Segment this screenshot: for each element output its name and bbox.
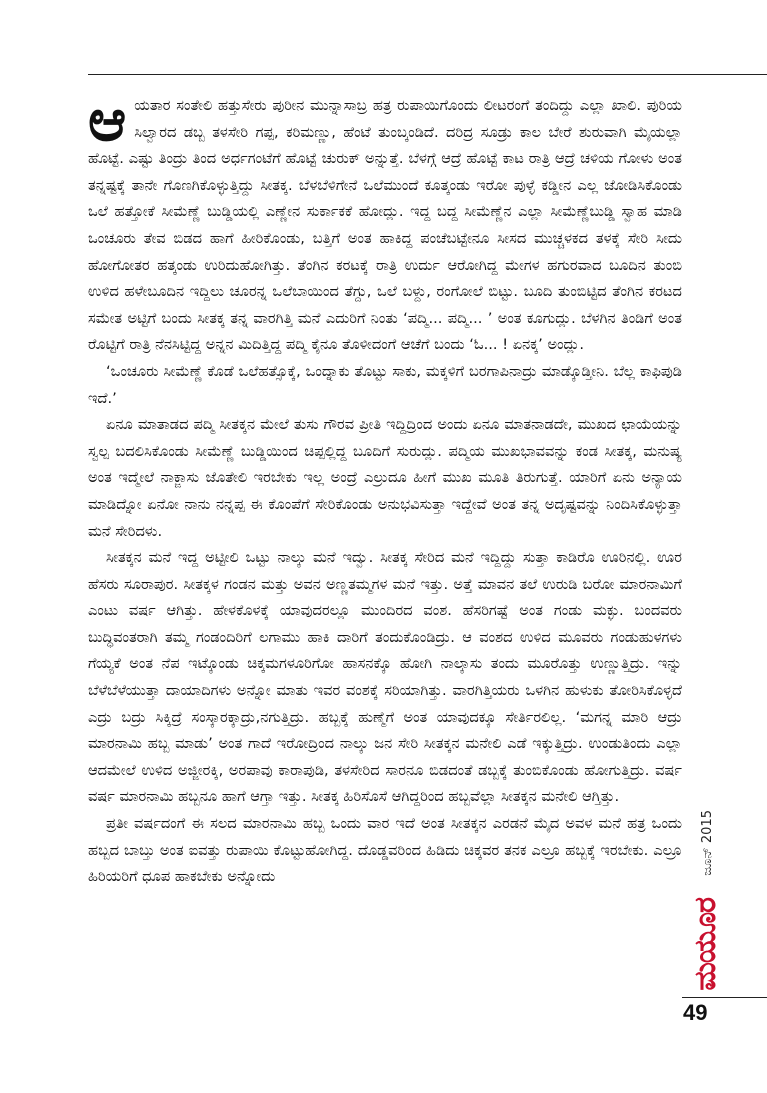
paragraph-2: ‘ಒಂಚೂರು ಸೀಮೆಣ್ಣೆ ಕೊಡೆ ಒಲೆಹತ್ಸೊಕ್ಕೆ, ಒಂದ್ನಾಕು ತೊಟ್ಟು ಸಾಕು, ಮಕ್ಕಳಿಗೆ ಬರಗಾಪಿನಾದ್ರು ಮಾಡ್ಕೊಡ್ತೀನಿ. ಬೆಲ್ಲ ಕಾಫಿಪುಡಿ ಇದೆ.’ <box>88 362 682 407</box>
paragraph-3: ಏನೂ ಮಾತಾಡದ ಪದ್ಮಿ ಸೀತಕ್ಕನ ಮೇಲೆ ತುಸು ಗೌರವ ಪ್ರೀತಿ ಇದ್ದಿದ್ರಿಂದ ಅಂದು ಏನೂ ಮಾತನಾಡದೇ, ಮುಖದ ಛಾಯೆಯನ್ನು ಸ್ವಲ್ಪ ಬದಲಿಸಿಕೊಂಡು ಸೀಮೆಣ್ಣೆ ಬುಡ್ಡಿಯಿಂದ ಚಿಪ್ಪಲ್ಲಿದ್ದ ಬೂದಿಗೆ ಸುರುದ್ಲು. ಪದ್ಮಿಯ ಮುಖಭಾವವನ್ನು ಕಂಡ ಸೀತಕ್ಕ, ಮನುಷ್ಯ ಅಂತ ಇದ್ಮೇಲೆ ನಾಕ್ಜಾಸು ಜೊತೇಲಿ ಇರಬೇಕು ಇಲ್ಲ ಅಂದ್ರೆ ಎಲ್ರುದೂ ಹೀಗೆ ಮುಖ ಮೂತಿ ತಿರುಗುತ್ತೆ. ಯಾರಿಗೆ ಏನು ಅನ್ಯಾಯ ಮಾಡಿದ್ನೋ ಏನೋ ನಾನು ನನ್ನಪ್ಪ ಈ ಕೊಂಪೆಗೆ ಸೇರಿಕೊಂಡು ಅನುಭವಿಸುತ್ತಾ ಇದ್ದೇವೆ ಅಂತ ತನ್ನ ಅದೃಷ್ಟವನ್ನು ನಿಂದಿಸಿಕೊಳ್ಳುತ್ತಾ ಮನೆ ಸೇರಿದಳು. <box>88 416 682 540</box>
drop-cap: ಆ <box>88 86 127 154</box>
article-body <box>88 86 682 891</box>
page-number: 49 <box>683 1000 708 1025</box>
top-rule <box>88 74 767 75</box>
paragraph-4: ಸೀತಕ್ಕನ ಮನೆ ಇದ್ದ ಅಟ್ಟೀಲಿ ಒಟ್ಟು ನಾಲ್ಕು ಮನೆ ಇದ್ವು. ಸೀತಕ್ಕ ಸೇರಿದ ಮನೆ ಇದ್ದಿದ್ದು ಸುತ್ತಾ ಕಾಡಿರೊ ಊರಿನಲ್ಲಿ. ಊರ ಹೆಸರು ಸೂರಾಪುರ. ಸೀತಕ್ಕಳ ಗಂಡನ ಮತ್ತು ಅವನ ಅಣ್ಣತಮ್ಮಗಳ ಮನೆ ಇತ್ತು. ಅತ್ತೆ ಮಾವನ ತಲೆ ಉರುಡಿ ಬರೋ ಮಾರನಾಮಿಗೆ ಎಂಟು ವರ್ಷ ಆಗಿತ್ತು. ಹೇಳಕೊಳಕ್ಕೆ ಯಾವುದರಲ್ಲೂ ಮುಂದಿರದ ವಂಶ. ಹೆಸರಿಗಷ್ಟೆ ಅಂತ ಗಂಡು ಮಕ್ಳು. ಬಂದವರು ಬುದ್ಧಿವಂತರಾಗಿ ತಮ್ಮ ಗಂಡಂದಿರಿಗೆ ಲಗಾಮು ಹಾಕಿ ದಾರಿಗೆ ತಂದುಕೊಂಡಿದ್ರು. ಆ ವಂಶದ ಉಳಿದ ಮೂವರು ಗಂಡುಹುಳಗಳು ಗೆಯ್ಯಕೆ ಅಂತ ನೆಪ ಇಟ್ಕೊಂಡು ಚಿಕ್ಕಮಗಳೂರಿಗೋ ಹಾಸನಕ್ಕೊ ಹೋಗಿ ನಾಲ್ಕಾಸು ತಂದು ಮೂರೊತ್ತು ಉಣ್ಣುತ್ತಿದ್ರು. ಇನ್ನು ಬೆಳೆಬೆಳೆಯುತ್ತಾ ದಾಯಾದಿಗಳು ಅನ್ನೋ ಮಾತು ಇವರ ವಂಶಕ್ಕೆ ಸರಿಯಾಗಿತ್ತು. ವಾರಗಿತ್ತಿಯರು ಒಳಗಿನ ಹುಳುಕು ತೋರಿಸಿಕೊಳ್ಳದೆ ಎದ್ರು ಬದ್ರು ಸಿಕ್ಕಿದ್ರೆ ಸಂಸ್ಕಾರಕ್ಕಾದ್ರು,ನಗುತ್ತಿದ್ರು. ಹಬ್ಬಕ್ಕೆ ಹುಣ್ಮೆಗೆ ಅಂತ ಯಾವುದಕ್ಕೂ ಸೇರ್ತಿರಲಿಲ್ಲ. ‘ಮಗನ್ನ ಮಾರಿ ಆದ್ರು ಮಾರನಾಮಿ ಹಬ್ಬ ಮಾಡು’ ಅಂತ ಗಾದೆ ಇರೋದ್ರಿಂದ ನಾಲ್ಕು ಜನ ಸೇರಿ ಸೀತಕ್ಕನ ಮನೇಲಿ ಎಡೆ ಇಕ್ಕುತ್ತಿದ್ರು. ಉಂಡುತಿಂದು ಎಲ್ಲಾ ಆದಮೇಲೆ ಉಳಿದ ಅಜ್ಜೀರಕ್ಕಿ, ಅರಪಾವು ಕಾರಾಪುಡಿ, ತಳಸೇರಿದ ಸಾರನೂ ಬಿಡದಂತೆ ಡಬ್ಬಕ್ಕೆ ತುಂಬಿಕೊಂಡು ಹೋಗುತ್ತಿದ್ರು. ವರ್ಷ ವರ್ಷ ಮಾರನಾಮಿ ಹಬ್ಬನೂ ಹಾಗೆ ಆಗ್ತಾ ಇತ್ತು. ಸೀತಕ್ಕ ಹಿರಿಸೊಸೆ ಆಗಿದ್ದರಿಂದ ಹಬ್ಬವೆಲ್ಲಾ ಸೀತಕ್ಕನ ಮನೇಲಿ ಆಗ್ತಿತ್ತು. <box>88 549 682 806</box>
paragraph-1 <box>88 86 682 359</box>
magazine-logo: ಮಯೂರ <box>688 898 723 991</box>
paragraph-5: ಪ್ರತೀ ವರ್ಷದಂಗೆ ಈ ಸಲದ ಮಾರನಾಮಿ ಹಬ್ಬ ಒಂದು ವಾರ ಇದೆ ಅಂತ ಸೀತಕ್ಕನ ಎರಡನೆ ಮೈದ ಅವಳ ಮನೆ ಹತ್ರ ಒಂದು ಹಬ್ಬದ ಬಾಬ್ತು ಅಂತ ಐವತ್ತು ರುಪಾಯಿ ಕೊಟ್ಟುಹೋಗಿದ್ದ. ದೊಡ್ಡವರಿಂದ ಹಿಡಿದು ಚಿಕ್ಕವರ ತನಕ ಎಲ್ರೂ ಹಬ್ಬಕ್ಕೆ ಇರಬೇಕು. ಎಲ್ರೂ ಹಿರಿಯರಿಗೆ ಧೂಪ ಹಾಕಬೇಕು ಅನ್ನೋದು <box>88 815 682 886</box>
paragraph-1-text: ಯತಾರ ಸಂತೇಲಿ ಹತ್ತುಸೇರು ಪುರೀನ ಮುನ್ನಾಸಾಬ್ರ ಹತ್ರ ರುಪಾಯಿಗೊಂದು ಲೀಟರಂಗೆ ತಂದಿದ್ದು ಎಲ್ಲಾ ಖಾಲಿ. ಪುರಿಯ ಸಿಲ್ವಾರದ ಡಬ್ಬ ತಳಸೇರಿ ಗಪ್ಪ, ಕರಿಮಣ್ಣು, ಹೆಂಟೆ ತುಂಬ್ಕಂಡಿದೆ. ದರಿದ್ರ ಸೂಡ್ರು ಕಾಲ ಬೇರೆ ಶುರುವಾಗಿ ಮೈಯಲ್ಲಾ ಹೊಟ್ಟೆ. ಎಷ್ಟು ತಿಂದ್ರು ತಿಂದ ಅರ್ಧಗಂಟೆಗೆ ಹೊಟ್ಟೆ ಚುರುಕ್ ಅನ್ನುತ್ತೆ. ಬೆಳಗ್ಗೆ ಆದ್ರೆ ಹೊಟ್ಟೆ ಕಾಟ ರಾತ್ರಿ ಆದ್ರೆ ಚಳಿಯ ಗೋಳು ಅಂತ ತನ್ನಷ್ಟಕ್ಕೆ ತಾನೇ ಗೊಣಗಿಕೊಳ್ಳುತ್ತಿದ್ದು ಸೀತಕ್ಕ. ಬೆಳಬೆಳಿಗೇನೆ ಒಲೆಮುಂದೆ ಕೂತ್ಕಂಡು ಇರೋ ಪುಳ್ಳೆ ಕಡ್ಡೀನ ಎಲ್ಲ ಜೋಡಿಸಿಕೊಂಡು ಒಲೆ ಹತ್ತೋಕೆ ಸೀಮೆಣ್ಣೆ ಬುಡ್ಡಿಯಲ್ಲಿ ಎಣ್ಣೇನ ಸುರ್ಕಾಕಕೆ ಹೋದ್ಲು. ಇದ್ದ ಬದ್ದ ಸೀಮೆಣ್ಣೆನ ಎಲ್ಲಾ ಸೀಮೆಣ್ಣೆಬುಡ್ಡಿ ಸ್ವಾಹ ಮಾಡಿ ಒಂಚೂರು ತೇವ ಬಿಡದ ಹಾಗೆ ಹೀರಿಕೊಂಡು, ಬತ್ತಿಗೆ ಅಂತ ಹಾಕಿದ್ದ ಪಂಚೆಬಟ್ಟೇನೂ ಸೀಸದ ಮುಚ್ಚಳಕದ ತಳಕ್ಕೆ ಸೇರಿ ಸೀದು ಹೋಗೋತರ ಹತ್ಕಂಡು ಉರಿದುಹೋಗಿತ್ತು. ತೆಂಗಿನ ಕರಟಕ್ಕೆ ರಾತ್ರಿ ಉರ್ದು ಆರೋಗಿದ್ದ ಮೇಗಳ ಹಗುರವಾದ ಬೂದಿನ ತುಂಬಿ ಉಳಿದ ಹಳೇಬೂದಿನ ಇದ್ದಿಲು ಚೂರನ್ನ ಒಲೆಬಾಯಿಂದ ತೆಗ್ದು, ಒಲೆ ಬಳ್ದು, ರಂಗೋಲೆ ಬಿಟ್ಟು. ಬೂದಿ ತುಂಬಿಟ್ಟಿದ ತೆಂಗಿನ ಕರಟದ ಸಮೇತ ಅಟ್ಟಿಗೆ ಬಂದು ಸೀತಕ್ಕ ತನ್ನ ವಾರಗಿತ್ತಿ ಮನೆ ಎದುರಿಗೆ ನಿಂತು ‘ಪದ್ಮಿ... ಪದ್ಮಿ... ’ ಅಂತ ಕೂಗುದ್ಲು. ಬೆಳಗಿನ ತಿಂಡಿಗೆ ಅಂತ ರೊಟ್ಟಿಗೆ ರಾತ್ರಿ ನೆನಸಿಟ್ಟಿದ್ದ ಅನ್ನನ ಮಿದಿತ್ತಿದ್ದ ಪದ್ಮಿ ಕೈನೂ ತೊಳೀದಂಗೆ ಆಚೆಗೆ ಬಂದು ‘ಓ... ! ಏನಕ್ಕ’ ಅಂದ್ಲು. <box>88 97 682 354</box>
bottom-rule <box>682 997 767 998</box>
issue-date: ಜೂನ್ 2015 <box>700 810 715 876</box>
